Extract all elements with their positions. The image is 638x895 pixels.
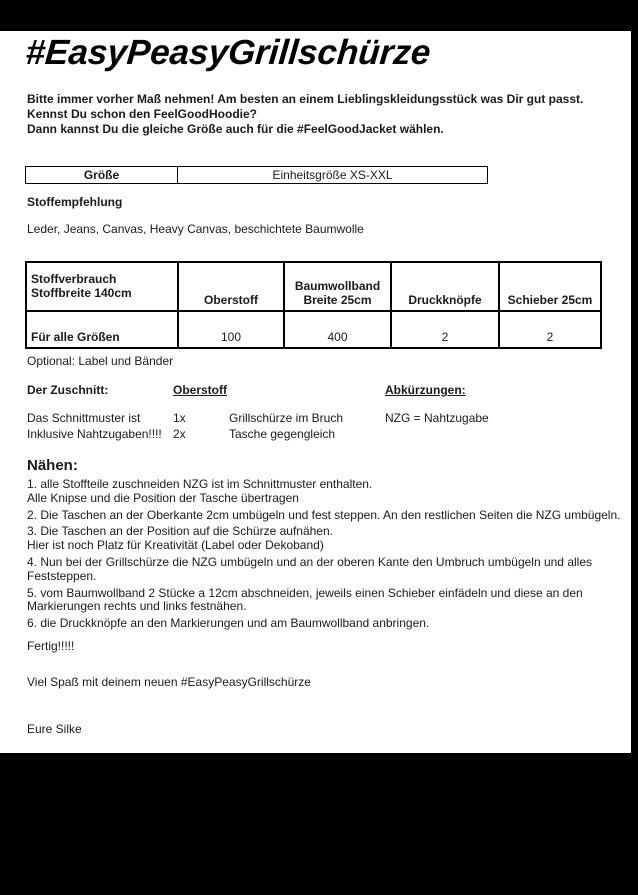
value-baumwollband: 400: [284, 311, 391, 348]
step-line: Hier ist noch Platz für Kreativität (Label oder Dekoband): [27, 538, 324, 553]
table-data-row: [26, 311, 601, 348]
intro-line: Bitte immer vorher Maß nehmen! Am besten an einem Lieblingskleidungsstück was Dir gut passt.: [27, 92, 584, 106]
step-line: 2. Die Taschen an der Oberkante 2cm umbügeln und fest steppen. An den restlichen Seiten die NZG umbügeln.: [27, 507, 621, 522]
row-label: Für alle Größen: [26, 311, 178, 348]
cutting-piece: Tasche gegengleich: [229, 427, 336, 441]
cutting-section: [27, 383, 617, 453]
done-text: Fertig!!!!!: [27, 639, 75, 653]
intro-paragraph: [27, 92, 617, 137]
cutting-note-line: Das Schnittmuster ist: [27, 411, 141, 425]
sewing-step: [27, 509, 627, 523]
sewing-step: [27, 617, 627, 631]
header-line: Baumwollband: [294, 279, 381, 293]
value-schieber: 2: [499, 311, 601, 348]
header-cell-baumwollband: [284, 262, 391, 311]
table-header-row: [26, 262, 601, 311]
step-line: Alle Knipse und die Position der Tasche übertragen: [27, 490, 299, 505]
sewing-heading: Nähen:: [27, 457, 78, 474]
cutting-qty: 1x: [173, 411, 186, 425]
size-table-value: Einheitsgröße XS-XXL: [178, 167, 488, 184]
intro-line: Kennst Du schon den FeelGoodHoodie?: [27, 107, 258, 121]
step-line: Markierungen rechts und links festnähen.: [27, 599, 247, 614]
cutting-note-line: Inklusive Nahtzugaben!!!!: [27, 427, 162, 441]
size-table: [25, 166, 488, 184]
table-row: [26, 167, 488, 184]
header-cell-druckknoepfe: Druckknöpfe: [391, 262, 499, 311]
abbreviations-heading: Abkürzungen:: [385, 383, 466, 397]
header-cell-stoffverbrauch: [26, 262, 178, 311]
value-oberstoff: 100: [178, 311, 284, 348]
step-line: 5. vom Baumwollband 2 Stücke a 12cm abschneiden, jeweils einen Schieber einfädeln und diese an den: [27, 585, 583, 600]
size-table-label: Größe: [26, 167, 178, 184]
fabric-recommendation-text: Leder, Jeans, Canvas, Heavy Canvas, beschichtete Baumwolle: [27, 222, 364, 236]
sewing-step: [27, 478, 627, 506]
header-line: Breite 25cm: [303, 293, 372, 307]
closing-text: Viel Spaß mit deinem neuen #EasyPeasyGrillschürze: [27, 675, 311, 689]
step-line: 1. alle Stoffteile zuschneiden NZG ist im Schnittmuster enthalten.: [27, 477, 373, 491]
sewing-step: [27, 587, 627, 615]
cutting-heading: Der Zuschnitt:: [27, 383, 109, 397]
value-druckknoepfe: 2: [391, 311, 499, 348]
fabric-recommendation-heading: Stoffempfehlung: [27, 195, 123, 209]
cutting-fabric-heading: Oberstoff: [173, 383, 227, 397]
header-line: Stoffverbrauch: [31, 272, 117, 286]
cutting-qty: 2x: [173, 427, 186, 441]
sewing-step: [27, 525, 627, 553]
header-cell-schieber: Schieber 25cm: [499, 262, 601, 311]
abbreviation-text: NZG = Nahtzugabe: [385, 411, 489, 425]
cutting-piece: Grillschürze im Bruch: [229, 411, 344, 425]
page-title: #EasyPeasyGrillschürze: [24, 33, 433, 72]
document-page: [0, 31, 631, 753]
step-line: 3. Die Taschen an der Position auf die Schürze aufnähen.: [27, 524, 333, 539]
signature-text: Eure Silke: [27, 722, 82, 736]
sewing-step: [27, 556, 627, 584]
consumption-table: [25, 261, 602, 349]
optional-note: Optional: Label und Bänder: [27, 354, 174, 368]
header-cell-oberstoff: Oberstoff: [178, 262, 284, 311]
step-line: Feststeppen.: [27, 568, 97, 583]
header-line: Stoffbreite 140cm: [31, 286, 132, 300]
sewing-steps: [27, 478, 627, 634]
step-line: 4. Nun bei der Grillschürze die NZG umbügeln und an der oberen Kante den Umbruch umbügeln und alles: [27, 554, 592, 569]
step-line: 6. die Druckknöpfe an den Markierungen und am Baumwollband anbringen.: [27, 616, 430, 631]
intro-line: Dann kannst Du die gleiche Größe auch für die #FeelGoodJacket wählen.: [27, 122, 444, 136]
